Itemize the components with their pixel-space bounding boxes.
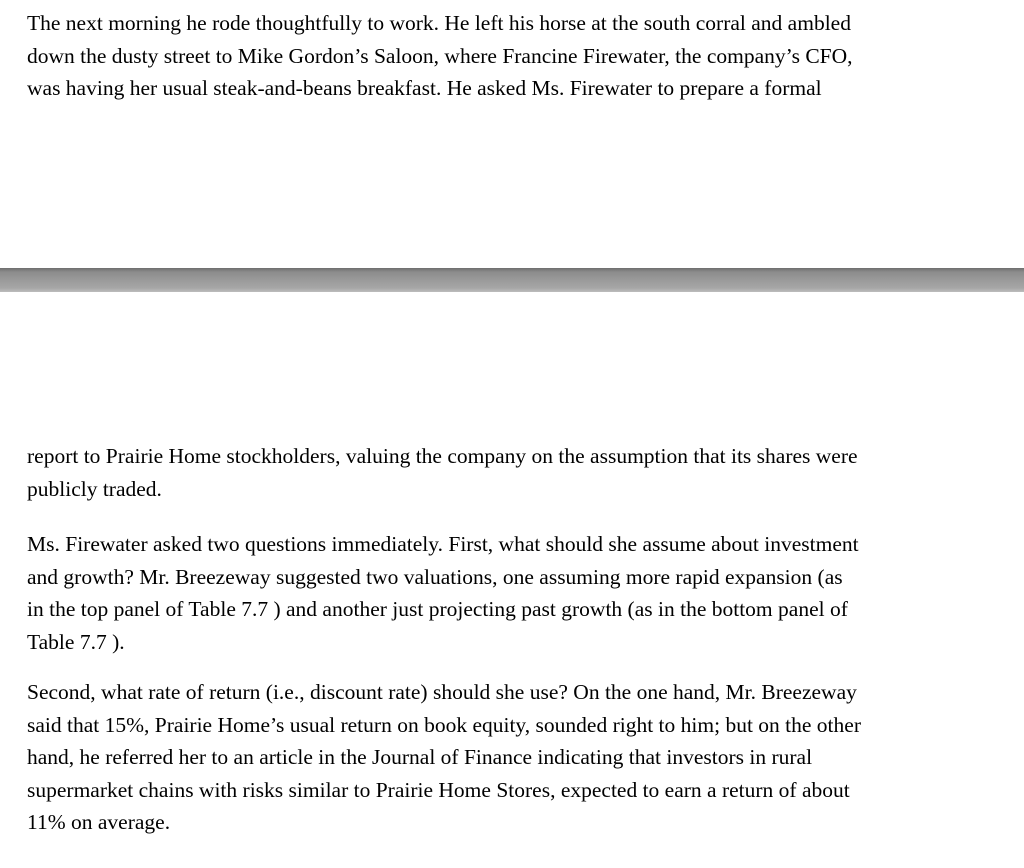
paragraph-morning-ride: The next morning he rode thoughtfully to work. He left his horse at the south corral and ambled down the dusty street to Mike Gordon’s Saloon, where Francine Firewater, the company’s CFO, was having her usual steak-and-beans breakfast. He asked Ms. Firewater to prepare a formal <box>27 11 853 100</box>
paragraph-discount-rate: Second, what rate of return (i.e., discount rate) should she use? On the one hand, Mr. Breezeway said that 15%, Prairie Home’s usual return on book equity, sounded right to him; but on the other hand, he referred her to an article in the Journal of Finance indicating that investors in rural supermarket chains with risks similar to Prairie Home Stores, expected to earn a return of about 11% on average. <box>27 680 861 834</box>
page-break-divider <box>0 268 1024 292</box>
paragraph-two-questions: Ms. Firewater asked two questions immediately. First, what should she assume about investment and growth? Mr. Breezeway suggested two valuations, one assuming more rapid expansion (as in the top panel of Table 7.7 ) and another just projecting past growth (as in the bottom panel of Table 7.7 ). <box>27 532 859 654</box>
paragraph-report-continuation: report to Prairie Home stockholders, valuing the company on the assumption that its shares were publicly traded. <box>27 444 858 501</box>
document-page-top <box>0 0 1024 268</box>
document-page-bottom <box>0 292 1024 868</box>
